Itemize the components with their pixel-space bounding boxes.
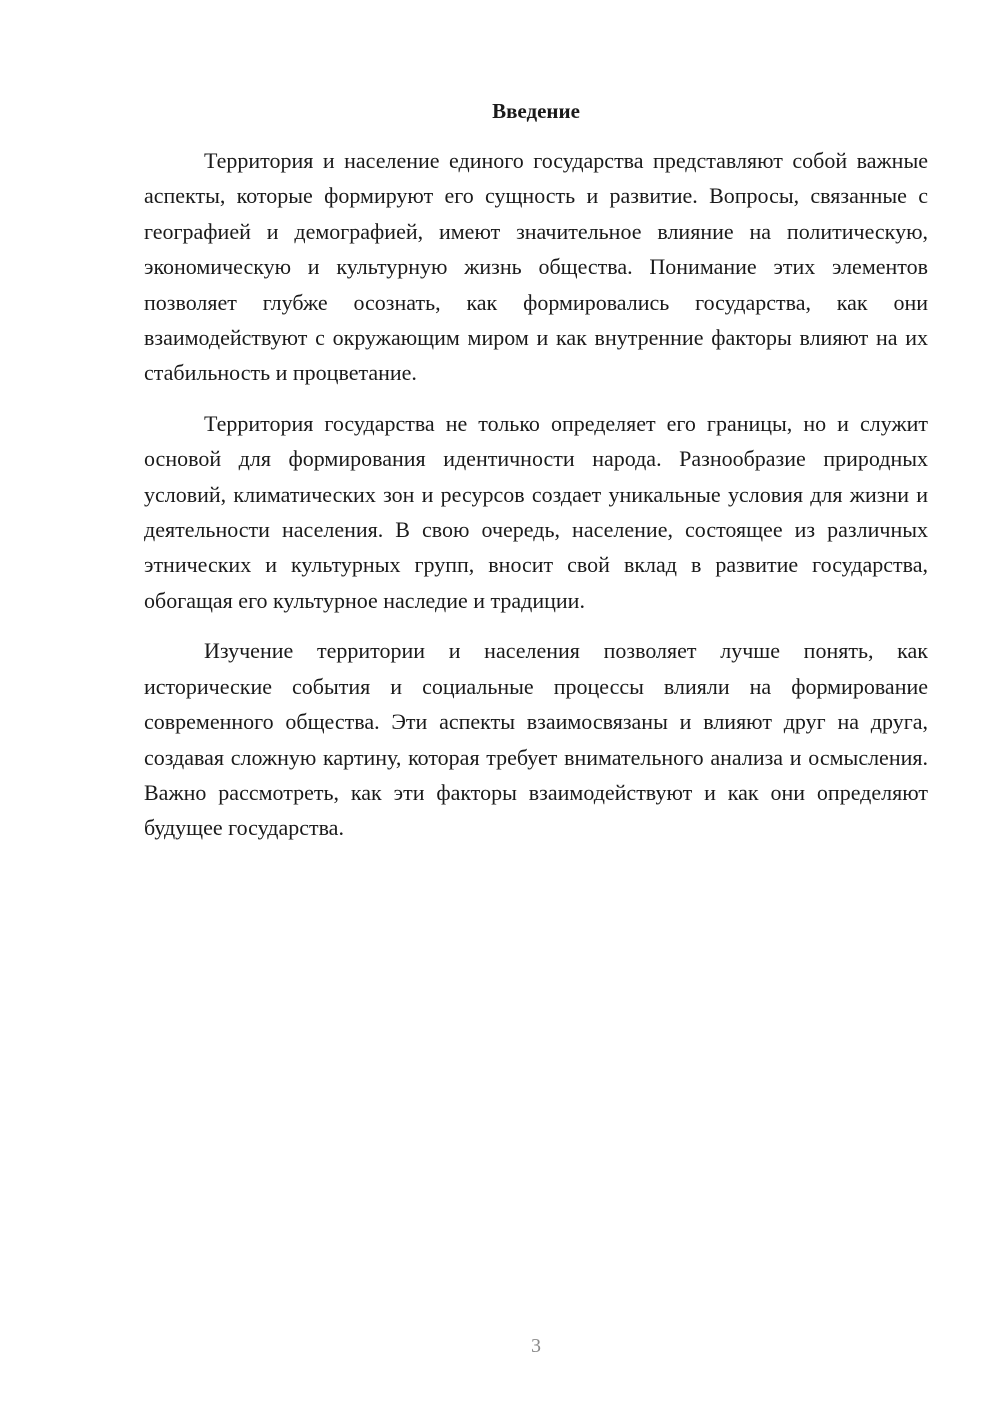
body-text xyxy=(144,143,928,861)
paragraph-3: Изучение территории и населения позволяет лучше понять, как исторические события и социальные процессы влияли на формирование современного общества. Эти аспекты взаимосвязаны и влияют друг на друга, создавая сложную картину, которая требует внимательного анализа и осмысления. Важно рассмотреть, как эти факторы взаимодействуют и как они определяют будущее государства. xyxy=(144,638,928,841)
paragraph-2: Территория государства не только определяет его границы, но и служит основой для формирования идентичности народа. Разнообразие природных условий, климатических зон и ресурсов создает уникальные условия для жизни и деятельности населения. В свою очередь, население, состоящее из различных этнических и культурных групп, вносит свой вклад в развитие государства, обогащая его культурное наследие и традиции. xyxy=(144,410,928,613)
section-heading: Введение xyxy=(492,99,580,123)
page-number: 3 xyxy=(531,1335,541,1357)
paragraph-1: Территория и население единого государства представляют собой важные аспекты, которые формируют его сущность и развитие. Вопросы, связанные с географией и демографией, имеют значительное влияние на политическую, экономическую и культурную жизнь общества. Понимание этих элементов позволяет глубже осознать, как формировались государства, как они взаимодействуют с окружающим миром и как внутренние факторы влияют на их стабильность и процветание. xyxy=(144,148,928,386)
